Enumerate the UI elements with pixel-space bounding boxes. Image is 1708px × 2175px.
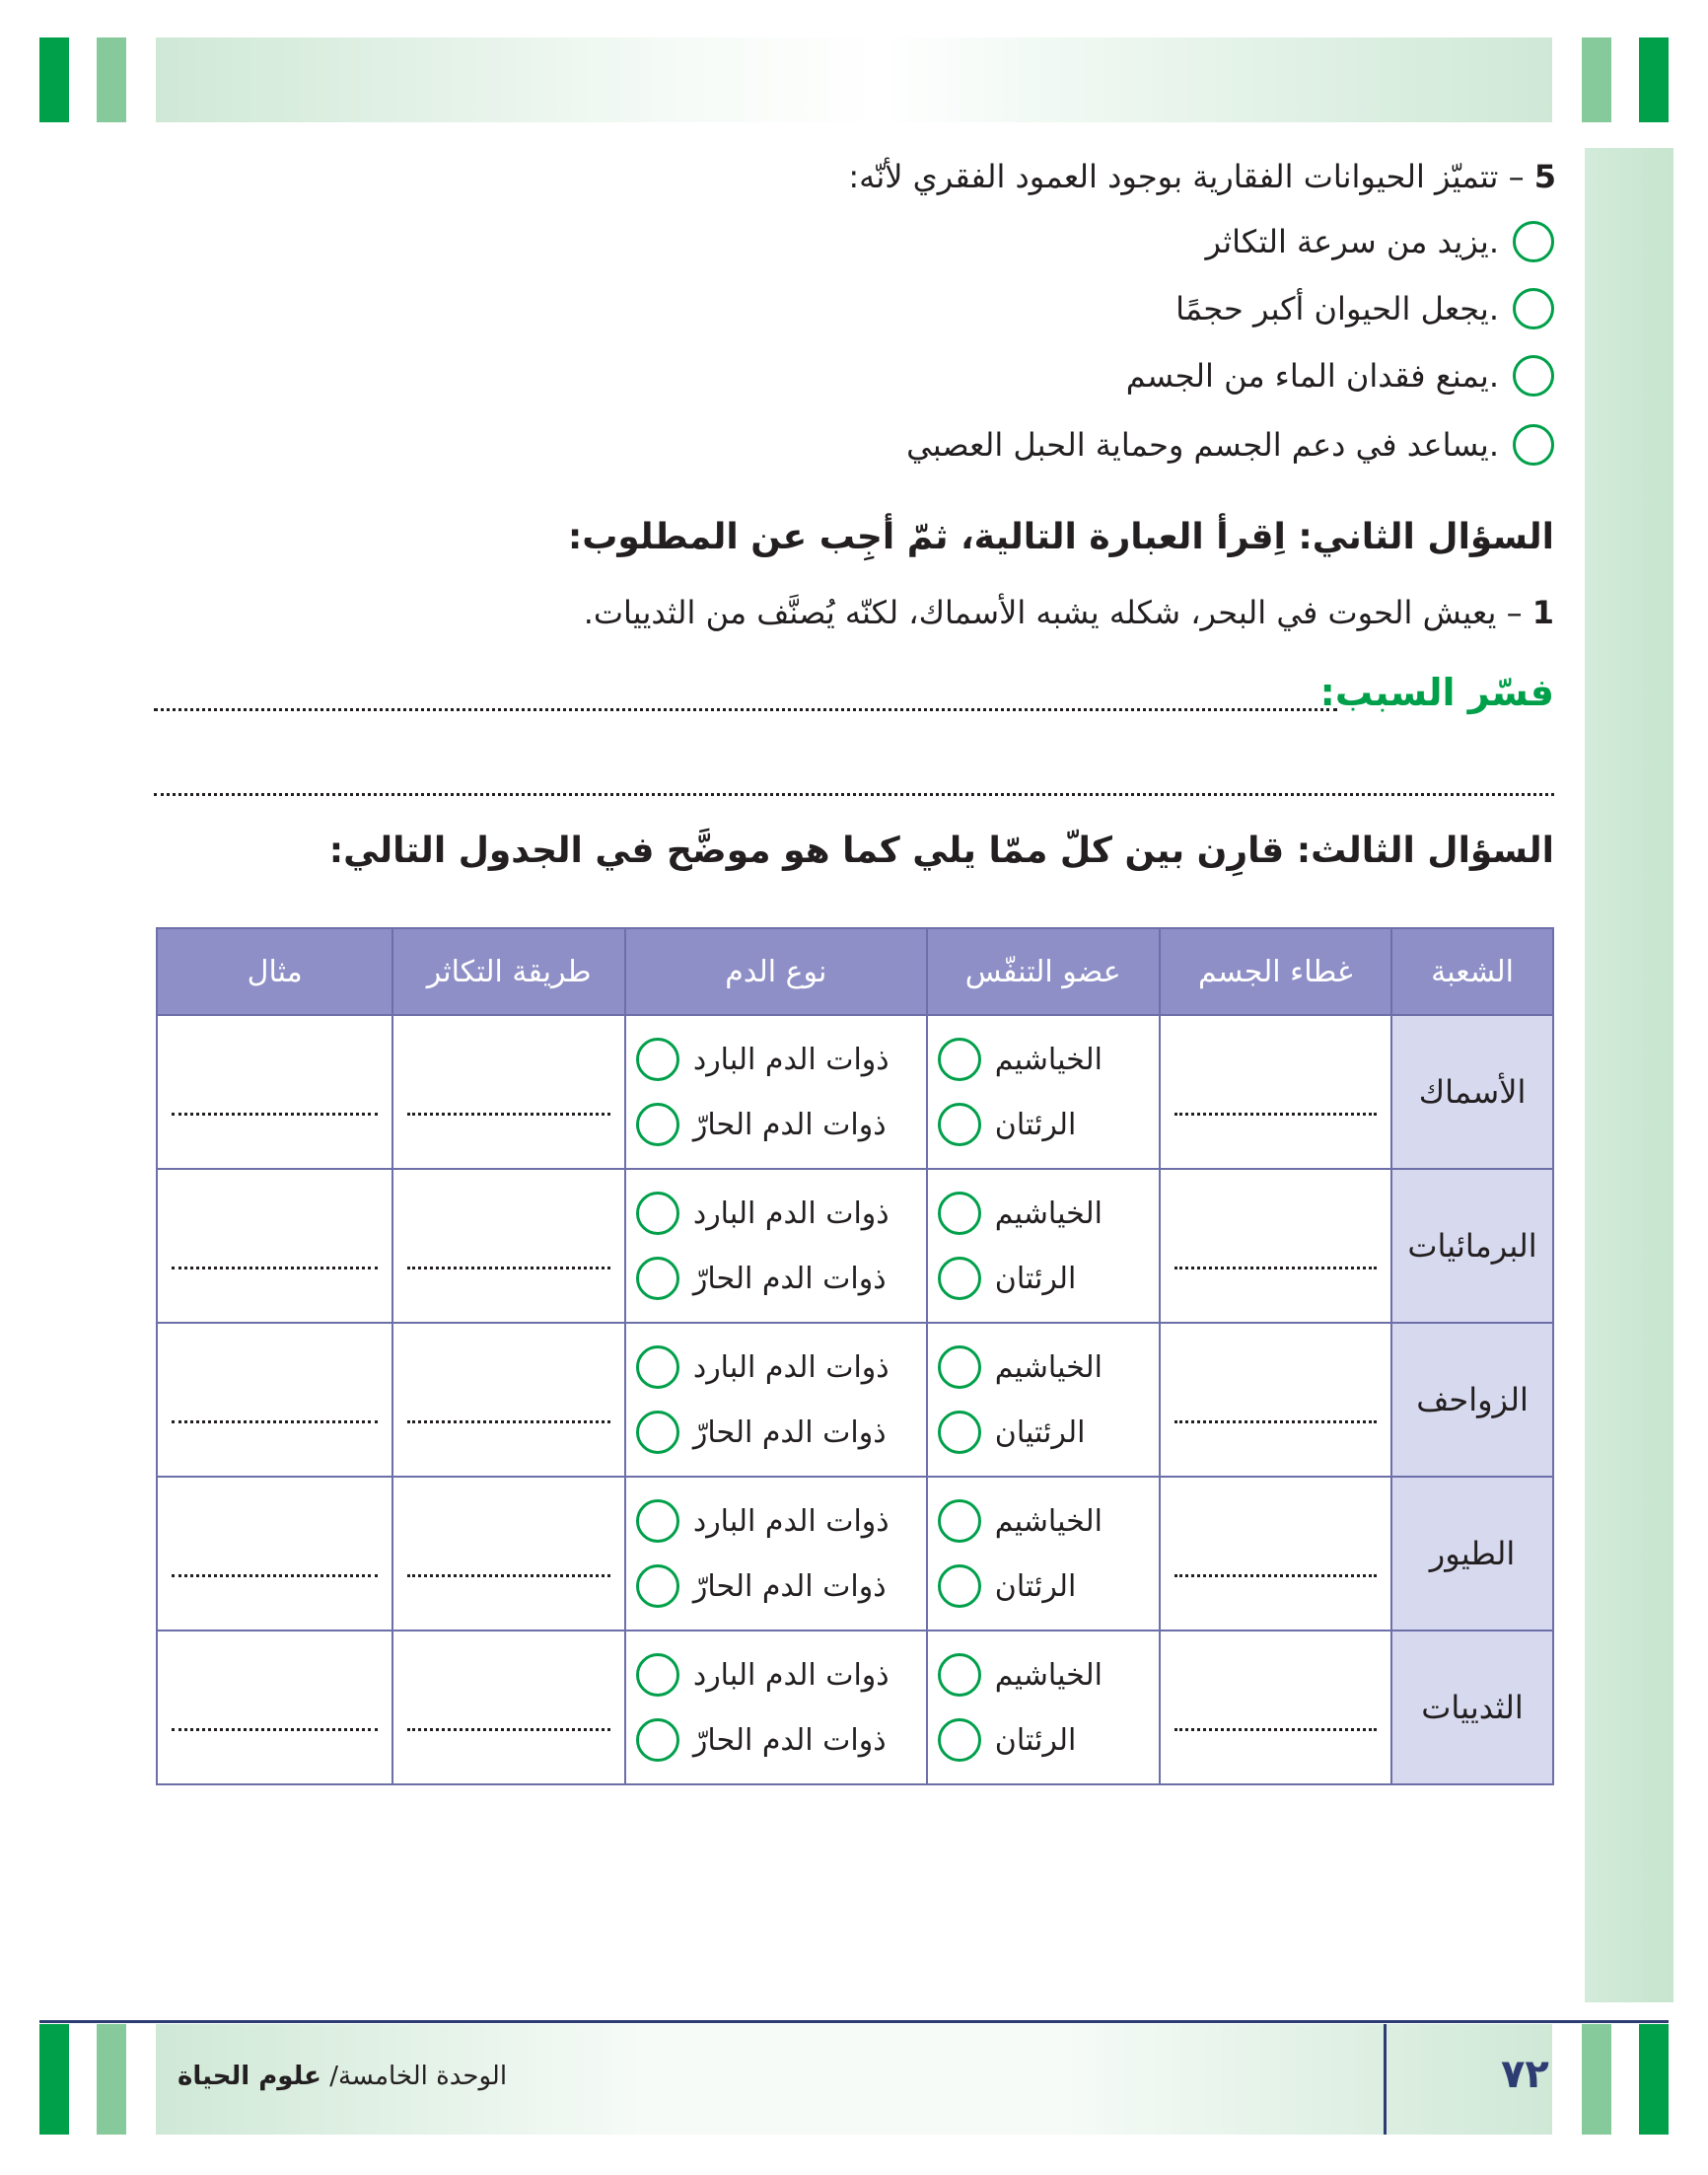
header-bar-left-light bbox=[97, 37, 126, 122]
breathing-cell bbox=[927, 1477, 1160, 1631]
breathing-option[interactable] bbox=[938, 1192, 1135, 1235]
header-phylum: الشعبة bbox=[1391, 928, 1553, 1015]
footer-unit: الوحدة الخامسة/ bbox=[329, 2062, 508, 2091]
breathing-cell bbox=[927, 1323, 1160, 1477]
option-label: ذوات الدم الحارّ bbox=[692, 1261, 887, 1296]
footer-divider-line bbox=[39, 2020, 1669, 2023]
table-row bbox=[157, 1169, 1553, 1323]
radio-circle-icon[interactable] bbox=[636, 1038, 679, 1081]
radio-circle-icon[interactable] bbox=[636, 1653, 679, 1697]
radio-circle-icon[interactable] bbox=[938, 1653, 981, 1697]
breathing-option[interactable] bbox=[938, 1038, 1135, 1081]
breathing-option[interactable] bbox=[938, 1345, 1135, 1389]
question2-item-number: 1 bbox=[1531, 594, 1554, 631]
table-row bbox=[157, 1323, 1553, 1477]
option-label: يساعد في دعم الجسم وحماية الحبل العصبي. bbox=[906, 426, 1499, 464]
breathing-option[interactable] bbox=[938, 1411, 1135, 1454]
body-covering-cell[interactable] bbox=[1160, 1169, 1391, 1323]
table-row bbox=[157, 1477, 1553, 1631]
option-label: ذوات الدم الحارّ bbox=[692, 1414, 887, 1450]
radio-circle-icon[interactable] bbox=[938, 1038, 981, 1081]
option-label: الرئتان bbox=[994, 1107, 1077, 1142]
option-label: الخياشيم bbox=[994, 1196, 1103, 1231]
example-cell[interactable] bbox=[157, 1015, 392, 1169]
radio-circle-icon[interactable] bbox=[636, 1103, 679, 1146]
answer-dots[interactable] bbox=[1174, 1113, 1377, 1116]
phylum-cell: الطيور bbox=[1391, 1477, 1553, 1631]
blood-type-cell bbox=[625, 1015, 927, 1169]
header-body-covering: غطاء الجسم bbox=[1160, 928, 1391, 1015]
answer-line-2[interactable] bbox=[154, 793, 1554, 796]
blood-type-cell bbox=[625, 1169, 927, 1323]
blood-option[interactable] bbox=[636, 1653, 902, 1697]
option-label: الخياشيم bbox=[994, 1657, 1103, 1693]
question3-title: السؤال الثالث: قارِن بين كلّ ممّا يلي كما هو موضَّح في الجدول التالي: bbox=[328, 831, 1554, 871]
option-label: الرئتيان bbox=[994, 1414, 1086, 1450]
explain-reason-label: فسّر السبب: bbox=[1319, 671, 1554, 714]
radio-circle-icon[interactable] bbox=[636, 1192, 679, 1235]
question2-title: السؤال الثاني: اِقرأ العبارة التالية، ثمّ أجِب عن المطلوب: bbox=[567, 517, 1554, 557]
radio-circle-icon[interactable] bbox=[636, 1718, 679, 1762]
option-label: الرئتان bbox=[994, 1722, 1077, 1758]
option-label: الخياشيم bbox=[994, 1349, 1103, 1385]
option-label: الرئتان bbox=[994, 1568, 1077, 1604]
phylum-cell: البرمائيات bbox=[1391, 1169, 1553, 1323]
answer-dots[interactable] bbox=[407, 1113, 609, 1116]
blood-option[interactable] bbox=[636, 1103, 902, 1146]
question5-stem bbox=[848, 158, 1556, 195]
radio-circle-icon[interactable] bbox=[938, 1345, 981, 1389]
question5-option-1[interactable] bbox=[1206, 221, 1554, 262]
body-covering-cell[interactable] bbox=[1160, 1477, 1391, 1631]
header-reproduction: طريقة التكاثر bbox=[392, 928, 624, 1015]
header-bar-right-light bbox=[1582, 37, 1611, 122]
blood-option[interactable] bbox=[636, 1411, 902, 1454]
answer-dots[interactable] bbox=[172, 1267, 378, 1269]
reproduction-cell[interactable] bbox=[392, 1169, 624, 1323]
option-label: الخياشيم bbox=[994, 1042, 1103, 1077]
footer-separator bbox=[1384, 2024, 1387, 2135]
table-header-row bbox=[157, 928, 1553, 1015]
footer-bar-left-light bbox=[97, 2024, 126, 2135]
page-number: ٧٢ bbox=[1501, 2052, 1549, 2097]
blood-option[interactable] bbox=[636, 1192, 902, 1235]
example-cell[interactable] bbox=[157, 1169, 392, 1323]
comparison-table bbox=[156, 927, 1554, 1785]
side-band bbox=[1585, 148, 1673, 2002]
answer-dots[interactable] bbox=[1174, 1728, 1377, 1731]
radio-circle-icon[interactable] bbox=[636, 1411, 679, 1454]
example-cell[interactable] bbox=[157, 1477, 392, 1631]
radio-circle-icon[interactable] bbox=[636, 1499, 679, 1543]
header-band bbox=[156, 37, 1552, 122]
blood-option[interactable] bbox=[636, 1038, 902, 1081]
header-example: مثال bbox=[157, 928, 392, 1015]
breathing-cell bbox=[927, 1631, 1160, 1784]
answer-dots[interactable] bbox=[1174, 1267, 1377, 1269]
option-label: ذوات الدم البارد bbox=[692, 1657, 890, 1693]
breathing-option[interactable] bbox=[938, 1653, 1135, 1697]
body-covering-cell[interactable] bbox=[1160, 1631, 1391, 1784]
answer-dots[interactable] bbox=[1174, 1574, 1377, 1577]
option-label: ذوات الدم الحارّ bbox=[692, 1107, 887, 1142]
header-bar-left-dark bbox=[39, 37, 69, 122]
table-row bbox=[157, 1631, 1553, 1784]
blood-type-cell bbox=[625, 1323, 927, 1477]
blood-option[interactable] bbox=[636, 1564, 902, 1608]
phylum-cell: الأسماك bbox=[1391, 1015, 1553, 1169]
option-label: ذوات الدم البارد bbox=[692, 1503, 890, 1539]
option-label: الخياشيم bbox=[994, 1503, 1103, 1539]
option-label: الرئتان bbox=[994, 1261, 1077, 1296]
radio-circle-icon[interactable] bbox=[1513, 288, 1554, 329]
question2-statement-text: – يعيش الحوت في البحر، شكله يشبه الأسماك، لكنّه يُصنَّف من الثدييات. bbox=[583, 594, 1523, 631]
footer-bar-right-dark bbox=[1639, 2024, 1669, 2135]
radio-circle-icon[interactable] bbox=[938, 1718, 981, 1762]
answer-dots[interactable] bbox=[172, 1113, 378, 1116]
header-blood-type: نوع الدم bbox=[625, 928, 927, 1015]
question5-stem-text: – تتميّز الحيوانات الفقارية بوجود العمود الفقري لأنّه: bbox=[848, 158, 1525, 195]
answer-dots[interactable] bbox=[407, 1267, 609, 1269]
answer-dots[interactable] bbox=[407, 1420, 609, 1423]
answer-dots[interactable] bbox=[172, 1420, 378, 1423]
footer-bar-left-dark bbox=[39, 2024, 69, 2135]
radio-circle-icon[interactable] bbox=[938, 1257, 981, 1300]
radio-circle-icon[interactable] bbox=[938, 1192, 981, 1235]
breathing-option[interactable] bbox=[938, 1718, 1135, 1762]
radio-circle-icon[interactable] bbox=[1513, 355, 1554, 397]
option-label: ذوات الدم البارد bbox=[692, 1196, 890, 1231]
phylum-cell: الزواحف bbox=[1391, 1323, 1553, 1477]
radio-circle-icon[interactable] bbox=[938, 1103, 981, 1146]
blood-option[interactable] bbox=[636, 1499, 902, 1543]
question5-option-2[interactable] bbox=[1175, 288, 1554, 329]
answer-dots[interactable] bbox=[407, 1728, 609, 1731]
radio-circle-icon[interactable] bbox=[938, 1499, 981, 1543]
answer-dots[interactable] bbox=[172, 1728, 378, 1731]
option-label: يمنع فقدان الماء من الجسم. bbox=[1125, 357, 1499, 395]
radio-circle-icon[interactable] bbox=[636, 1345, 679, 1389]
radio-circle-icon[interactable] bbox=[1513, 221, 1554, 262]
blood-type-cell bbox=[625, 1631, 927, 1784]
question5-number: 5 bbox=[1533, 158, 1556, 195]
example-cell[interactable] bbox=[157, 1631, 392, 1784]
breathing-cell bbox=[927, 1169, 1160, 1323]
breathing-option[interactable] bbox=[938, 1564, 1135, 1608]
body-covering-cell[interactable] bbox=[1160, 1323, 1391, 1477]
body-covering-cell[interactable] bbox=[1160, 1015, 1391, 1169]
table-row bbox=[157, 1015, 1553, 1169]
answer-dots[interactable] bbox=[1174, 1420, 1377, 1423]
breathing-option[interactable] bbox=[938, 1103, 1135, 1146]
radio-circle-icon[interactable] bbox=[1513, 424, 1554, 466]
header-bar-right-dark bbox=[1639, 37, 1669, 122]
blood-type-cell bbox=[625, 1477, 927, 1631]
radio-circle-icon[interactable] bbox=[636, 1564, 679, 1608]
reproduction-cell[interactable] bbox=[392, 1323, 624, 1477]
blood-option[interactable] bbox=[636, 1718, 902, 1762]
answer-line-1[interactable] bbox=[154, 708, 1337, 711]
radio-circle-icon[interactable] bbox=[636, 1257, 679, 1300]
reproduction-cell[interactable] bbox=[392, 1015, 624, 1169]
question5-option-4[interactable] bbox=[906, 424, 1554, 466]
breathing-cell bbox=[927, 1015, 1160, 1169]
breathing-option[interactable] bbox=[938, 1257, 1135, 1300]
footer-bar-right-light bbox=[1582, 2024, 1611, 2135]
footer-subject: علوم الحياة bbox=[178, 2062, 321, 2091]
example-cell[interactable] bbox=[157, 1323, 392, 1477]
option-label: ذوات الدم الحارّ bbox=[692, 1722, 887, 1758]
header-breathing-organ: عضو التنفّس bbox=[927, 928, 1160, 1015]
blood-option[interactable] bbox=[636, 1257, 902, 1300]
question2-statement bbox=[584, 594, 1554, 631]
reproduction-cell[interactable] bbox=[392, 1477, 624, 1631]
footer-unit-subject bbox=[178, 2062, 507, 2091]
phylum-cell: الثدييات bbox=[1391, 1631, 1553, 1784]
question5-option-3[interactable] bbox=[1126, 355, 1554, 397]
radio-circle-icon[interactable] bbox=[938, 1564, 981, 1608]
option-label: ذوات الدم البارد bbox=[692, 1349, 890, 1385]
answer-dots[interactable] bbox=[407, 1574, 609, 1577]
option-label: ذوات الدم الحارّ bbox=[692, 1568, 887, 1604]
blood-option[interactable] bbox=[636, 1345, 902, 1389]
option-label: يجعل الحيوان أكبر حجمًا. bbox=[1175, 290, 1499, 327]
answer-dots[interactable] bbox=[172, 1574, 378, 1577]
option-label: ذوات الدم البارد bbox=[692, 1042, 890, 1077]
reproduction-cell[interactable] bbox=[392, 1631, 624, 1784]
radio-circle-icon[interactable] bbox=[938, 1411, 981, 1454]
breathing-option[interactable] bbox=[938, 1499, 1135, 1543]
option-label: يزيد من سرعة التكاثر. bbox=[1205, 223, 1499, 260]
